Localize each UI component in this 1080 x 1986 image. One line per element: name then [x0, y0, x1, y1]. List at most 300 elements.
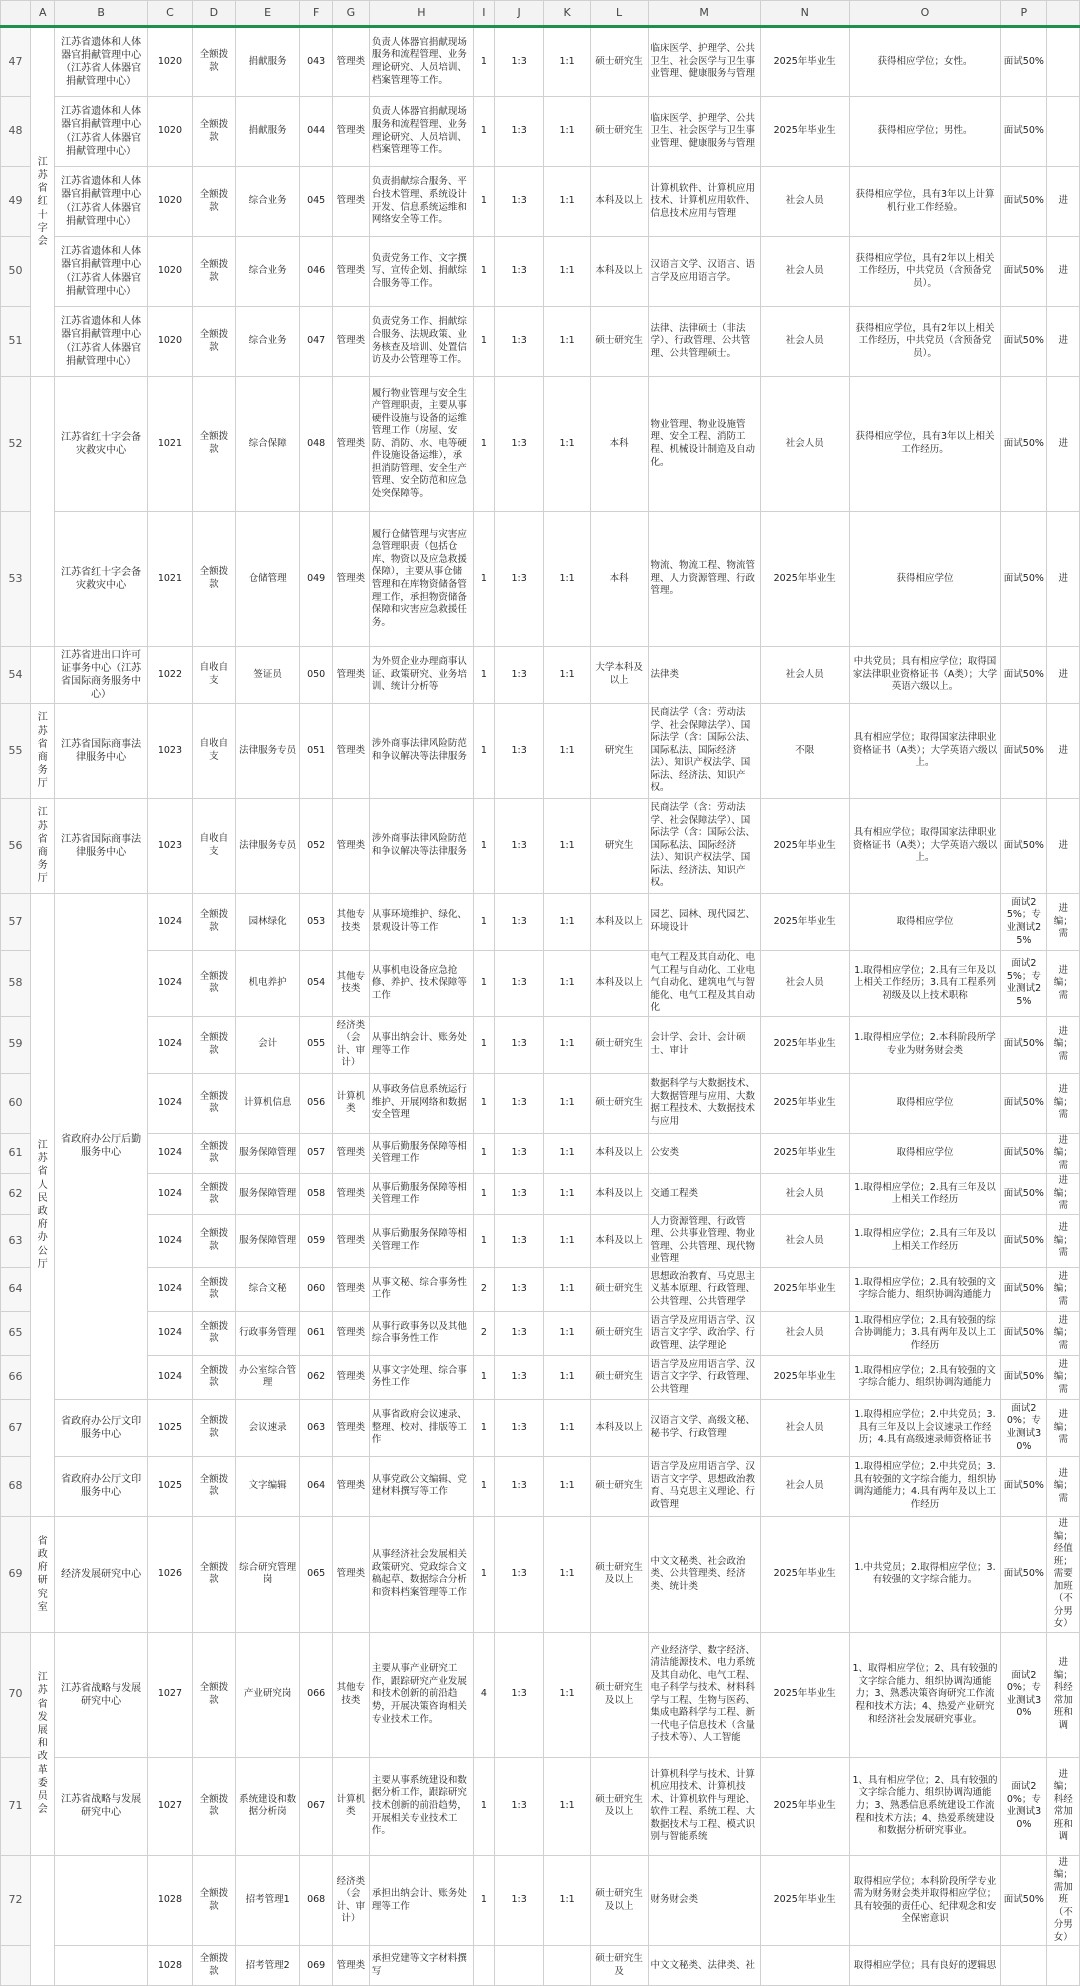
cell-g-ptype[interactable]: 管理类 — [332, 97, 369, 167]
cell-i-count[interactable]: 1 — [473, 1855, 494, 1946]
cell-p-exam[interactable]: 面试50% — [1001, 1174, 1047, 1215]
cell-m-major[interactable]: 财务财会类 — [648, 1855, 760, 1946]
cell-p-exam[interactable]: 面试50% — [1001, 647, 1047, 704]
cell-h-duty[interactable]: 负责人体器官捐献现场服务和流程管理、业务理论研究、人员培训、档案管理等工作。 — [369, 97, 473, 167]
cell-p-exam[interactable]: 面试50% — [1001, 1016, 1047, 1073]
cell-h-duty[interactable]: 从事行政事务以及其他综合事务性工作 — [369, 1311, 473, 1355]
cell-j-ratio1[interactable]: 1:3 — [494, 799, 544, 894]
cell-f-pcode[interactable]: 063 — [300, 1399, 332, 1456]
cell-k-ratio2[interactable]: 1:1 — [544, 951, 590, 1017]
cell-j-ratio1[interactable]: 1:3 — [494, 1855, 544, 1946]
col-header-a[interactable]: A — [31, 1, 55, 27]
cell-e-post[interactable]: 行政事务管理 — [235, 1311, 300, 1355]
cell-f-pcode[interactable]: 062 — [300, 1355, 332, 1399]
cell-i-count[interactable]: 1 — [473, 704, 494, 799]
cell-d-funding[interactable]: 自收自支 — [192, 704, 235, 799]
cell-o-other[interactable]: 1.取得相应学位；2.中共党员；3.具有三年及以上会议速录工作经历；4.具有高级速录师资格证书 — [849, 1399, 1000, 1456]
row-number[interactable]: 57 — [1, 894, 31, 951]
cell-n-target[interactable]: 社会人员 — [760, 377, 849, 512]
cell-c-code[interactable]: 1028 — [147, 1855, 192, 1946]
cell-m-major[interactable]: 民商法学（含：劳动法学、社会保障法学）、国际法学（含：国际公法、国际私法、国际经济法）、知识产权法学、国际法、经济法、知识产权。 — [648, 704, 760, 799]
cell-e-post[interactable]: 仓储管理 — [235, 512, 300, 647]
cell-n-target[interactable]: 社会人员 — [760, 237, 849, 307]
cell-f-pcode[interactable]: 046 — [300, 237, 332, 307]
cell-d-funding[interactable]: 全额拨款 — [192, 237, 235, 307]
cell-a-department[interactable]: 江苏省商务厅 — [31, 704, 55, 799]
cell-p-exam[interactable]: 面试50% — [1001, 237, 1047, 307]
cell-d-funding[interactable]: 全额拨款 — [192, 1632, 235, 1757]
cell-f-pcode[interactable]: 055 — [300, 1016, 332, 1073]
cell-j-ratio1[interactable]: 1:3 — [494, 512, 544, 647]
cell-i-count[interactable]: 2 — [473, 1311, 494, 1355]
cell-q-extra[interactable]: 进编；需 — [1047, 1016, 1080, 1073]
cell-o-other[interactable]: 1.中共党员；2.取得相应学位；3.有较强的文字综合能力。 — [849, 1516, 1000, 1632]
cell-h-duty[interactable]: 从事后勤服务保障等相关管理工作 — [369, 1174, 473, 1215]
cell-a-department[interactable] — [31, 647, 55, 704]
cell-h-duty[interactable]: 承担出纳会计、账务处理等工作 — [369, 1855, 473, 1946]
cell-f-pcode[interactable]: 051 — [300, 704, 332, 799]
cell-m-major[interactable]: 中文文秘类、法律类、社 — [648, 1946, 760, 1986]
cell-h-duty[interactable]: 从事省政府会议速录、整理、校对、排版等工作 — [369, 1399, 473, 1456]
cell-c-code[interactable]: 1020 — [147, 237, 192, 307]
cell-j-ratio1[interactable]: 1:3 — [494, 167, 544, 237]
cell-f-pcode[interactable]: 047 — [300, 307, 332, 377]
cell-l-edu[interactable]: 硕士研究生及以上 — [590, 1855, 648, 1946]
cell-n-target[interactable]: 2025年毕业生 — [760, 1632, 849, 1757]
cell-f-pcode[interactable]: 056 — [300, 1073, 332, 1133]
cell-k-ratio2[interactable]: 1:1 — [544, 1355, 590, 1399]
cell-j-ratio1[interactable]: 1:3 — [494, 307, 544, 377]
cell-d-funding[interactable]: 全额拨款 — [192, 1456, 235, 1516]
cell-c-code[interactable]: 1020 — [147, 307, 192, 377]
cell-d-funding[interactable]: 全额拨款 — [192, 1073, 235, 1133]
cell-m-major[interactable]: 法律、法律硕士（非法学）、行政管理、公共管理、公共管理硕士。 — [648, 307, 760, 377]
cell-e-post[interactable]: 捐献服务 — [235, 27, 300, 97]
cell-o-other[interactable]: 取得相应学位；具有良好的逻辑思 — [849, 1946, 1000, 1986]
cell-c-code[interactable]: 1024 — [147, 1267, 192, 1311]
cell-g-ptype[interactable]: 经济类（会计、审计） — [332, 1855, 369, 1946]
cell-e-post[interactable]: 服务保障管理 — [235, 1214, 300, 1267]
cell-k-ratio2[interactable]: 1:1 — [544, 1133, 590, 1174]
cell-l-edu[interactable]: 本科及以上 — [590, 951, 648, 1017]
cell-c-code[interactable]: 1024 — [147, 1214, 192, 1267]
cell-d-funding[interactable]: 全额拨款 — [192, 1355, 235, 1399]
row-number[interactable] — [1, 1946, 31, 1986]
cell-l-edu[interactable]: 硕士研究生及 — [590, 1946, 648, 1986]
row-number[interactable]: 62 — [1, 1174, 31, 1215]
row-number[interactable]: 63 — [1, 1214, 31, 1267]
cell-q-extra[interactable]: 进 — [1047, 647, 1080, 704]
cell-c-code[interactable]: 1025 — [147, 1399, 192, 1456]
cell-h-duty[interactable]: 涉外商事法律风险防范和争议解决等法律服务 — [369, 704, 473, 799]
cell-f-pcode[interactable]: 060 — [300, 1267, 332, 1311]
cell-l-edu[interactable]: 本科及以上 — [590, 167, 648, 237]
cell-j-ratio1[interactable]: 1:3 — [494, 1174, 544, 1215]
cell-d-funding[interactable]: 全额拨款 — [192, 894, 235, 951]
cell-e-post[interactable]: 系统建设和数据分析岗 — [235, 1757, 300, 1855]
cell-p-exam[interactable]: 面试50% — [1001, 1133, 1047, 1174]
cell-b-unit[interactable]: 江苏省战略与发展研究中心 — [55, 1632, 148, 1757]
cell-d-funding[interactable]: 自收自支 — [192, 647, 235, 704]
cell-k-ratio2[interactable]: 1:1 — [544, 1016, 590, 1073]
cell-b-unit[interactable]: 江苏省战略与发展研究中心 — [55, 1757, 148, 1855]
cell-g-ptype[interactable]: 管理类 — [332, 237, 369, 307]
cell-o-other[interactable]: 获得相应学位 — [849, 512, 1000, 647]
cell-l-edu[interactable]: 硕士研究生 — [590, 1267, 648, 1311]
cell-e-post[interactable]: 会计 — [235, 1016, 300, 1073]
cell-i-count[interactable]: 1 — [473, 1355, 494, 1399]
cell-k-ratio2[interactable]: 1:1 — [544, 1632, 590, 1757]
row-number[interactable]: 65 — [1, 1311, 31, 1355]
cell-c-code[interactable]: 1023 — [147, 704, 192, 799]
cell-f-pcode[interactable]: 064 — [300, 1456, 332, 1516]
cell-e-post[interactable]: 服务保障管理 — [235, 1174, 300, 1215]
cell-d-funding[interactable]: 全额拨款 — [192, 1133, 235, 1174]
cell-p-exam[interactable]: 面试50% — [1001, 1267, 1047, 1311]
corner-cell[interactable] — [1, 1, 31, 27]
cell-d-funding[interactable]: 全额拨款 — [192, 377, 235, 512]
cell-n-target[interactable]: 2025年毕业生 — [760, 894, 849, 951]
cell-e-post[interactable]: 捐献服务 — [235, 97, 300, 167]
cell-d-funding[interactable]: 全额拨款 — [192, 1855, 235, 1946]
cell-l-edu[interactable]: 硕士研究生 — [590, 1073, 648, 1133]
cell-d-funding[interactable]: 全额拨款 — [192, 97, 235, 167]
cell-e-post[interactable]: 办公室综合管理 — [235, 1355, 300, 1399]
cell-i-count[interactable] — [473, 1946, 494, 1986]
cell-m-major[interactable]: 公安类 — [648, 1133, 760, 1174]
cell-q-extra[interactable]: 进 — [1047, 307, 1080, 377]
col-header-q[interactable] — [1047, 1, 1080, 27]
cell-k-ratio2[interactable]: 1:1 — [544, 799, 590, 894]
cell-q-extra[interactable]: 进 — [1047, 799, 1080, 894]
cell-e-post[interactable]: 综合研究管理岗 — [235, 1516, 300, 1632]
cell-f-pcode[interactable]: 044 — [300, 97, 332, 167]
cell-m-major[interactable]: 语言学及应用语言学、汉语言文字学、行政管理、公共管理 — [648, 1355, 760, 1399]
cell-b-unit[interactable]: 江苏省红十字会备灾救灾中心 — [55, 377, 148, 512]
cell-h-duty[interactable]: 履行物业管理与安全生产管理职责，主要从事硬件设施与设备的运维管理工作（房屋、安防、消防、水、电等硬件设施设备运维），承担消防管理、安全生产管理、安全防范和应急处突保障等。 — [369, 377, 473, 512]
cell-i-count[interactable]: 1 — [473, 27, 494, 97]
col-header-l[interactable]: L — [590, 1, 648, 27]
cell-i-count[interactable]: 1 — [473, 1174, 494, 1215]
cell-q-extra[interactable]: 进 — [1047, 512, 1080, 647]
cell-e-post[interactable]: 综合文秘 — [235, 1267, 300, 1311]
cell-e-post[interactable]: 法律服务专员 — [235, 799, 300, 894]
cell-h-duty[interactable]: 从事文字处理、综合事务性工作 — [369, 1355, 473, 1399]
cell-l-edu[interactable]: 研究生 — [590, 704, 648, 799]
cell-l-edu[interactable]: 本科 — [590, 377, 648, 512]
col-header-h[interactable]: H — [369, 1, 473, 27]
cell-a-department[interactable] — [31, 377, 55, 647]
cell-m-major[interactable]: 临床医学、护理学、公共卫生、社会医学与卫生事业管理、健康服务与管理 — [648, 27, 760, 97]
cell-d-funding[interactable]: 全额拨款 — [192, 1399, 235, 1456]
cell-c-code[interactable]: 1027 — [147, 1757, 192, 1855]
cell-i-count[interactable]: 2 — [473, 1267, 494, 1311]
cell-o-other[interactable]: 中共党员；具有相应学位；取得国家法律职业资格证书（A类）；大学英语六级以上。 — [849, 647, 1000, 704]
cell-p-exam[interactable]: 面试50% — [1001, 1214, 1047, 1267]
cell-q-extra[interactable]: 进编；需 — [1047, 1133, 1080, 1174]
cell-e-post[interactable]: 法律服务专员 — [235, 704, 300, 799]
cell-f-pcode[interactable]: 052 — [300, 799, 332, 894]
cell-c-code[interactable]: 1024 — [147, 1133, 192, 1174]
cell-p-exam[interactable]: 面试50% — [1001, 27, 1047, 97]
cell-l-edu[interactable]: 硕士研究生 — [590, 1016, 648, 1073]
cell-h-duty[interactable]: 履行仓储管理与灾害应急管理职责（包括仓库、物资以及应急救援保障），主要从事仓储管理和在库物资储备管理工作，承担物资储备保障和灾害应急救援任务。 — [369, 512, 473, 647]
cell-q-extra[interactable]: 进 — [1047, 237, 1080, 307]
cell-d-funding[interactable]: 全额拨款 — [192, 1946, 235, 1986]
cell-c-code[interactable]: 1020 — [147, 167, 192, 237]
cell-n-target[interactable]: 社会人员 — [760, 951, 849, 1017]
cell-o-other[interactable]: 获得相应学位，具有2年以上相关工作经历，中共党员（含预备党员）。 — [849, 237, 1000, 307]
cell-h-duty[interactable]: 从事政务信息系统运行维护、开展网络和数据安全管理 — [369, 1073, 473, 1133]
cell-q-extra[interactable]: 进编；需 — [1047, 1311, 1080, 1355]
cell-j-ratio1[interactable]: 1:3 — [494, 1632, 544, 1757]
cell-j-ratio1[interactable]: 1:3 — [494, 1757, 544, 1855]
cell-j-ratio1[interactable]: 1:3 — [494, 1214, 544, 1267]
cell-l-edu[interactable]: 本科及以上 — [590, 1174, 648, 1215]
cell-o-other[interactable]: 获得相应学位；男性。 — [849, 97, 1000, 167]
cell-e-post[interactable]: 招考管理1 — [235, 1855, 300, 1946]
cell-l-edu[interactable]: 本科及以上 — [590, 1399, 648, 1456]
cell-e-post[interactable]: 产业研究岗 — [235, 1632, 300, 1757]
cell-o-other[interactable]: 1、具有相应学位；2、具有较强的文字综合能力、组织协调沟通能力；3、熟悉信息系统建设工作流程和技术方法；4、热爱系统建设和数据分析研究事业。 — [849, 1757, 1000, 1855]
cell-j-ratio1[interactable]: 1:3 — [494, 377, 544, 512]
cell-m-major[interactable]: 汉语言文学、汉语言、语言学及应用语言学。 — [648, 237, 760, 307]
cell-q-extra[interactable]: 进编；需 — [1047, 1355, 1080, 1399]
cell-a-department[interactable]: 江苏省商务厅 — [31, 799, 55, 894]
cell-n-target[interactable]: 2025年毕业生 — [760, 512, 849, 647]
cell-o-other[interactable]: 1.取得相应学位；2.具有较强的文字综合能力、组织协调沟通能力 — [849, 1355, 1000, 1399]
cell-f-pcode[interactable]: 057 — [300, 1133, 332, 1174]
row-number[interactable]: 54 — [1, 647, 31, 704]
row-number[interactable]: 72 — [1, 1855, 31, 1946]
cell-m-major[interactable]: 人力资源管理、行政管理、公共事业管理、物业管理、公共管理、现代物业管理 — [648, 1214, 760, 1267]
cell-f-pcode[interactable]: 065 — [300, 1516, 332, 1632]
col-header-e[interactable]: E — [235, 1, 300, 27]
cell-n-target[interactable]: 社会人员 — [760, 1456, 849, 1516]
cell-g-ptype[interactable]: 计算机类 — [332, 1073, 369, 1133]
cell-d-funding[interactable]: 全额拨款 — [192, 27, 235, 97]
row-number[interactable]: 47 — [1, 27, 31, 97]
cell-m-major[interactable]: 临床医学、护理学、公共卫生、社会医学与卫生事业管理、健康服务与管理 — [648, 97, 760, 167]
col-header-b[interactable]: B — [55, 1, 148, 27]
cell-c-code[interactable]: 1020 — [147, 97, 192, 167]
cell-g-ptype[interactable]: 其他专技类 — [332, 1632, 369, 1757]
cell-l-edu[interactable]: 硕士研究生 — [590, 307, 648, 377]
cell-h-duty[interactable]: 承担党建等文字材料撰写 — [369, 1946, 473, 1986]
cell-m-major[interactable]: 交通工程类 — [648, 1174, 760, 1215]
col-header-g[interactable]: G — [332, 1, 369, 27]
cell-m-major[interactable]: 物业管理、物业设施管理、安全工程、消防工程、机械设计制造及自动化。 — [648, 377, 760, 512]
cell-d-funding[interactable]: 全额拨款 — [192, 1214, 235, 1267]
cell-c-code[interactable]: 1022 — [147, 647, 192, 704]
row-number[interactable]: 48 — [1, 97, 31, 167]
cell-f-pcode[interactable]: 049 — [300, 512, 332, 647]
row-number[interactable]: 61 — [1, 1133, 31, 1174]
cell-q-extra[interactable] — [1047, 27, 1080, 97]
cell-i-count[interactable]: 1 — [473, 1757, 494, 1855]
cell-h-duty[interactable]: 从事文秘、综合事务性工作 — [369, 1267, 473, 1311]
cell-i-count[interactable]: 1 — [473, 1073, 494, 1133]
cell-d-funding[interactable]: 自收自支 — [192, 799, 235, 894]
cell-p-exam[interactable]: 面试20%；专业测试30% — [1001, 1399, 1047, 1456]
cell-k-ratio2[interactable]: 1:1 — [544, 97, 590, 167]
cell-p-exam[interactable]: 面试50% — [1001, 97, 1047, 167]
cell-m-major[interactable]: 民商法学（含：劳动法学、社会保障法学）、国际法学（含：国际公法、国际私法、国际经济法）、知识产权法学、国际法、经济法、知识产权。 — [648, 799, 760, 894]
cell-l-edu[interactable]: 硕士研究生及以上 — [590, 1632, 648, 1757]
cell-n-target[interactable]: 社会人员 — [760, 307, 849, 377]
cell-j-ratio1[interactable]: 1:3 — [494, 237, 544, 307]
cell-i-count[interactable]: 1 — [473, 1516, 494, 1632]
cell-j-ratio1[interactable]: 1:3 — [494, 97, 544, 167]
cell-c-code[interactable]: 1026 — [147, 1516, 192, 1632]
cell-m-major[interactable]: 语言学及应用语言学、汉语言文字学、政治学、行政管理、法学理论 — [648, 1311, 760, 1355]
cell-o-other[interactable]: 取得相应学位；本科阶段所学专业需为财务财会类并取得相应学位；具有较强的责任心、纪律观念和安全保密意识 — [849, 1855, 1000, 1946]
cell-k-ratio2[interactable]: 1:1 — [544, 167, 590, 237]
cell-h-duty[interactable]: 涉外商事法律风险防范和争议解决等法律服务 — [369, 799, 473, 894]
cell-i-count[interactable]: 1 — [473, 307, 494, 377]
row-number[interactable]: 56 — [1, 799, 31, 894]
cell-b-unit[interactable] — [55, 1946, 148, 1986]
cell-k-ratio2[interactable]: 1:1 — [544, 27, 590, 97]
cell-m-major[interactable]: 电气工程及其自动化、电气工程与自动化、工业电气自动化、建筑电气与智能化、电气工程及其自动化 — [648, 951, 760, 1017]
cell-q-extra[interactable]: 进编；需 — [1047, 1267, 1080, 1311]
cell-j-ratio1[interactable]: 1:3 — [494, 1399, 544, 1456]
cell-f-pcode[interactable]: 068 — [300, 1855, 332, 1946]
cell-h-duty[interactable]: 从事后勤服务保障等相关管理工作 — [369, 1133, 473, 1174]
cell-i-count[interactable]: 1 — [473, 647, 494, 704]
cell-i-count[interactable]: 1 — [473, 951, 494, 1017]
cell-b-unit[interactable]: 江苏省红十字会备灾救灾中心 — [55, 512, 148, 647]
cell-j-ratio1[interactable]: 1:3 — [494, 1267, 544, 1311]
cell-k-ratio2[interactable] — [544, 1946, 590, 1986]
cell-q-extra[interactable]: 进编；科经常加班和调 — [1047, 1632, 1080, 1757]
cell-h-duty[interactable]: 负责党务工作、捐献综合服务、法规政策、业务核查及培训、处置信访及办公管理等工作。 — [369, 307, 473, 377]
cell-h-duty[interactable]: 负责党务工作、文字撰写、宣传企划、捐献综合服务等工作。 — [369, 237, 473, 307]
cell-g-ptype[interactable]: 管理类 — [332, 1456, 369, 1516]
cell-b-unit[interactable]: 省政府办公厅文印服务中心 — [55, 1399, 148, 1456]
cell-l-edu[interactable]: 硕士研究生 — [590, 1456, 648, 1516]
col-header-j[interactable]: J — [494, 1, 544, 27]
cell-f-pcode[interactable]: 066 — [300, 1632, 332, 1757]
cell-b-unit[interactable]: 江苏省遗体和人体器官捐献管理中心（江苏省人体器官捐献管理中心） — [55, 97, 148, 167]
cell-k-ratio2[interactable]: 1:1 — [544, 512, 590, 647]
cell-o-other[interactable]: 具有相应学位；取得国家法律职业资格证书（A类）；大学英语六级以上。 — [849, 704, 1000, 799]
cell-o-other[interactable]: 1.取得相应学位；2.具有三年及以上相关工作经历；3.具有工程系列初级及以上技术职称 — [849, 951, 1000, 1017]
cell-g-ptype[interactable]: 管理类 — [332, 512, 369, 647]
cell-e-post[interactable]: 园林绿化 — [235, 894, 300, 951]
cell-j-ratio1[interactable]: 1:3 — [494, 647, 544, 704]
col-header-d[interactable]: D — [192, 1, 235, 27]
row-number[interactable]: 55 — [1, 704, 31, 799]
cell-q-extra[interactable]: 进 — [1047, 377, 1080, 512]
cell-h-duty[interactable]: 从事出纳会计、账务处理等工作 — [369, 1016, 473, 1073]
row-number[interactable]: 68 — [1, 1456, 31, 1516]
cell-g-ptype[interactable]: 管理类 — [332, 27, 369, 97]
cell-o-other[interactable]: 1.取得相应学位；2.中共党员；3.具有较强的文字综合能力，组织协调沟通能力；4.具有两年及以上工作经历 — [849, 1456, 1000, 1516]
cell-o-other[interactable]: 1.取得相应学位；2.具有较强的文字综合能力、组织协调沟通能力 — [849, 1267, 1000, 1311]
cell-k-ratio2[interactable]: 1:1 — [544, 1399, 590, 1456]
cell-g-ptype[interactable]: 其他专技类 — [332, 951, 369, 1017]
cell-c-code[interactable]: 1024 — [147, 1073, 192, 1133]
cell-g-ptype[interactable]: 其他专技类 — [332, 894, 369, 951]
cell-f-pcode[interactable]: 061 — [300, 1311, 332, 1355]
row-number[interactable]: 64 — [1, 1267, 31, 1311]
cell-m-major[interactable]: 语言学及应用语言学、汉语言文字学、思想政治教育、马克思主义理论、行政管理 — [648, 1456, 760, 1516]
cell-f-pcode[interactable]: 045 — [300, 167, 332, 237]
cell-g-ptype[interactable]: 计算机类 — [332, 1757, 369, 1855]
cell-p-exam[interactable]: 面试50% — [1001, 377, 1047, 512]
row-number[interactable]: 66 — [1, 1355, 31, 1399]
cell-m-major[interactable]: 思想政治教育、马克思主义基本原理、行政管理、公共管理、公共管理学 — [648, 1267, 760, 1311]
cell-p-exam[interactable]: 面试50% — [1001, 167, 1047, 237]
cell-p-exam[interactable]: 面试25%；专业测试25% — [1001, 951, 1047, 1017]
cell-q-extra[interactable] — [1047, 97, 1080, 167]
cell-e-post[interactable]: 招考管理2 — [235, 1946, 300, 1986]
cell-e-post[interactable]: 机电养护 — [235, 951, 300, 1017]
cell-n-target[interactable]: 2025年毕业生 — [760, 1267, 849, 1311]
cell-l-edu[interactable]: 硕士研究生 — [590, 1311, 648, 1355]
cell-n-target[interactable]: 2025年毕业生 — [760, 27, 849, 97]
row-number[interactable]: 51 — [1, 307, 31, 377]
cell-n-target[interactable]: 2025年毕业生 — [760, 1133, 849, 1174]
cell-o-other[interactable]: 1、取得相应学位；2、具有较强的文字综合能力、组织协调沟通能力；3、熟悉决策咨询研究工作流程和技术方法；4、热爱产业研究和经济社会发展研究事业。 — [849, 1632, 1000, 1757]
cell-l-edu[interactable]: 本科及以上 — [590, 1133, 648, 1174]
cell-j-ratio1[interactable]: 1:3 — [494, 704, 544, 799]
cell-p-exam[interactable]: 面试50% — [1001, 307, 1047, 377]
cell-e-post[interactable]: 综合业务 — [235, 167, 300, 237]
cell-f-pcode[interactable]: 048 — [300, 377, 332, 512]
row-number[interactable]: 60 — [1, 1073, 31, 1133]
col-header-o[interactable]: O — [849, 1, 1000, 27]
cell-m-major[interactable]: 会计学、会计、会计硕士、审计 — [648, 1016, 760, 1073]
cell-g-ptype[interactable]: 管理类 — [332, 167, 369, 237]
cell-j-ratio1[interactable]: 1:3 — [494, 1016, 544, 1073]
cell-b-unit[interactable]: 江苏省遗体和人体器官捐献管理中心（江苏省人体器官捐献管理中心） — [55, 237, 148, 307]
cell-p-exam[interactable]: 面试50% — [1001, 512, 1047, 647]
cell-a-department[interactable] — [31, 1855, 55, 1986]
cell-g-ptype[interactable]: 管理类 — [332, 799, 369, 894]
cell-d-funding[interactable]: 全额拨款 — [192, 1016, 235, 1073]
cell-h-duty[interactable]: 为外贸企业办理商事认证、政策研究、业务培训、统计分析等 — [369, 647, 473, 704]
cell-q-extra[interactable]: 进编；需 — [1047, 1174, 1080, 1215]
cell-k-ratio2[interactable]: 1:1 — [544, 894, 590, 951]
cell-a-department[interactable]: 江苏省人民政府办公厅 — [31, 894, 55, 1517]
cell-o-other[interactable]: 获得相应学位，具有3年以上相关工作经历。 — [849, 377, 1000, 512]
cell-g-ptype[interactable]: 管理类 — [332, 1214, 369, 1267]
cell-g-ptype[interactable]: 管理类 — [332, 1355, 369, 1399]
cell-i-count[interactable]: 1 — [473, 377, 494, 512]
cell-n-target[interactable]: 2025年毕业生 — [760, 799, 849, 894]
cell-f-pcode[interactable]: 059 — [300, 1214, 332, 1267]
cell-n-target[interactable]: 2025年毕业生 — [760, 1855, 849, 1946]
cell-g-ptype[interactable]: 管理类 — [332, 307, 369, 377]
cell-o-other[interactable]: 获得相应学位，具有2年以上相关工作经历，中共党员（含预备党员）。 — [849, 307, 1000, 377]
cell-p-exam[interactable]: 面试25%；专业测试25% — [1001, 894, 1047, 951]
cell-p-exam[interactable]: 面试20%；专业测试30% — [1001, 1632, 1047, 1757]
row-number[interactable]: 50 — [1, 237, 31, 307]
cell-o-other[interactable]: 具有相应学位；取得国家法律职业资格证书（A类）；大学英语六级以上。 — [849, 799, 1000, 894]
cell-o-other[interactable]: 获得相应学位；女性。 — [849, 27, 1000, 97]
cell-h-duty[interactable]: 从事机电设备应急抢修、养护、技术保障等工作 — [369, 951, 473, 1017]
cell-f-pcode[interactable]: 043 — [300, 27, 332, 97]
cell-i-count[interactable]: 1 — [473, 237, 494, 307]
cell-i-count[interactable]: 1 — [473, 1133, 494, 1174]
row-number[interactable]: 52 — [1, 377, 31, 512]
cell-f-pcode[interactable]: 050 — [300, 647, 332, 704]
cell-m-major[interactable]: 汉语言文学、高级文秘、秘书学、行政管理 — [648, 1399, 760, 1456]
cell-q-extra[interactable]: 进 — [1047, 704, 1080, 799]
cell-n-target[interactable] — [760, 1946, 849, 1986]
